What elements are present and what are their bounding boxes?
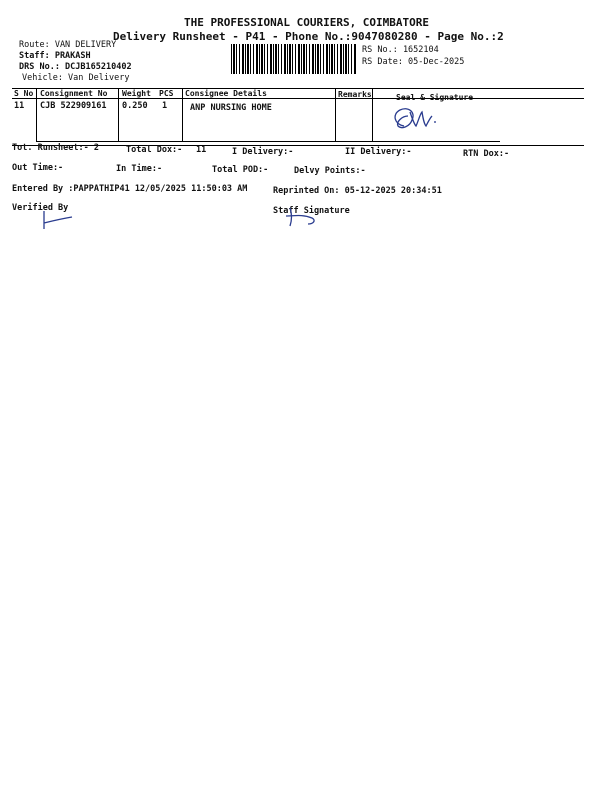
consignee-signature [390, 104, 450, 136]
rtn-dox: RTN Dox:- [463, 149, 510, 159]
runsheet-title: Delivery Runsheet - P41 - Phone No.:9047080280 - Page No.:2 [113, 30, 504, 43]
ii-delivery: II Delivery:- [345, 147, 412, 157]
drs-number: DRS No.: DCJB165210402 [19, 62, 132, 72]
entered-by: Entered By :PAPPATHIP41 12/05/2025 11:50:03 AM [12, 184, 248, 194]
route-label: Route: VAN DELIVERY [19, 40, 117, 50]
barcode [231, 44, 356, 74]
i-delivery: I Delivery:- [232, 147, 294, 157]
cell-weight: 0.250 [122, 101, 148, 111]
header-consignee: Consignee Details [185, 89, 267, 98]
header-remarks: Remarks [338, 90, 372, 99]
staff-signature [282, 206, 322, 228]
table-row-border [36, 141, 500, 142]
reprinted-on: Reprinted On: 05-12-2025 20:34:51 [273, 186, 442, 196]
table-header-border [12, 98, 584, 99]
cell-sno: 11 [14, 101, 25, 111]
cell-consignment: CJB 522909161 [40, 101, 107, 111]
total-dox-value: 11 [196, 145, 207, 155]
rs-date: RS Date: 05-Dec-2025 [362, 57, 465, 67]
cell-consignee: ANP NURSING HOME [190, 103, 272, 113]
cell-pcs: 1 [162, 101, 168, 111]
verifier-signature [38, 209, 78, 231]
total-pod: Total POD:- [212, 165, 269, 175]
vehicle-label: Vehicle: Van Delivery [22, 73, 130, 83]
tot-runsheet: Tot. Runsheet:- 2 [12, 143, 99, 153]
total-dox-label: Total Dox:- [126, 145, 183, 155]
rs-number: RS No.: 1652104 [362, 45, 439, 55]
in-time: In Time:- [116, 164, 163, 174]
header-weight: Weight [122, 89, 151, 98]
verified-by-label: Verified By [12, 203, 69, 213]
out-time: Out Time:- [12, 163, 64, 173]
staff-signature-label: Staff Signature [273, 206, 350, 216]
header-sno: S No [14, 89, 34, 98]
staff-label: Staff: PRAKASH [19, 51, 91, 61]
header-consignment: Consignment No [40, 89, 108, 98]
header-seal-signature: Seal & Signature [396, 93, 474, 102]
delvy-points: Delvy Points:- [294, 166, 366, 176]
header-pcs: PCS [159, 89, 174, 98]
company-title: THE PROFESSIONAL COURIERS, COIMBATORE [184, 16, 430, 29]
